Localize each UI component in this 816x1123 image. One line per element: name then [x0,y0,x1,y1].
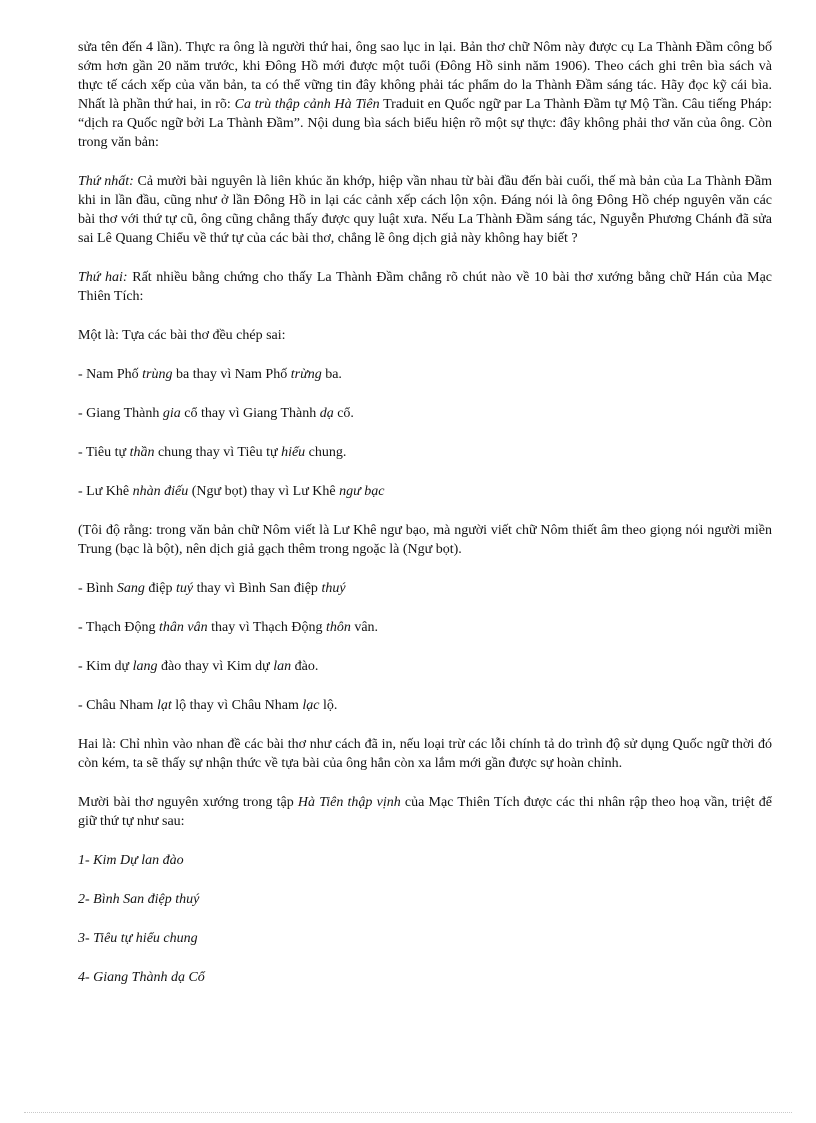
error-item [78,404,772,423]
paragraph-one: Một là: Tựa các bài thơ đều chép sai: [78,328,286,343]
error-text: - Châu Nham [78,698,157,713]
emphasis-word: thần [129,445,155,460]
error-text: lộ thay vì Châu Nham [171,698,303,713]
page-bottom-rule [24,1112,792,1113]
poem-item [78,890,772,909]
emphasis-word: gia [162,406,181,421]
paragraph-intro [78,38,772,152]
emphasis-word: lạt [156,698,172,713]
paragraph-second-point [78,268,772,306]
paragraph-two: Hai là: Chỉ nhìn vào nhan đề các bài thơ như cách đã in, nếu loại trừ các lỗi chính tả do trình độ sử dụng Quốc ngữ thời đó còn kém, ta sẽ thấy sự nhận thức về tựa bài của ông hẳn còn xa lắm mới gần được sự hoàn chỉnh. [78,737,772,771]
error-text: ba thay vì Nam Phố [172,367,291,382]
error-text: (Ngư bọt) thay vì Lư Khê [188,484,340,499]
emphasis-word: lan [273,659,292,674]
error-text: - Tiêu tự [78,445,130,460]
emphasis-word: lạc [302,698,320,713]
emphasis-word: thuý [321,581,346,596]
poem-title: 2- Bình San điệp thuý [78,892,200,907]
error-text: đào. [291,659,319,674]
emphasis-word: hiểu [281,445,306,460]
paragraph-text: sửa tên đến 4 lần). Thực ra ông là người thứ hai, ông sao lục in lại. Bản thơ chữ Nôm này được cụ La Thành Đầm công bố sớm hơn gần 20 năm trước, khi Đông Hồ mới được một tuổi (Đông Hồ sinh năm 1906). Theo cách ghi trên bìa sách và thực tế cách xếp của văn bản, ta có thể vững tin đây không phải tác phẩm do la Thành Đầm sáng tác. Hãy đọc kỹ cái bìa. Nhất là phần thứ hai, in rõ: [78,40,772,112]
paragraph-text: Traduit en Quốc ngữ par La Thành Đầm tự Mộ Tần. Câu tiếng Pháp: “dịch ra Quốc ngữ bởi La Thành Đầm”. Nội dung bìa sách biểu hiện rõ một sự thực: đây không phải thơ văn của ông. Còn trong văn bản: [78,97,772,150]
emphasis-word: thôn [325,620,351,635]
point-label: Thứ nhất: [78,174,134,189]
paragraph-text: của Mạc Thiên Tích được các thi nhân rập theo hoạ vần, triệt để giữ thứ tự như sau: [78,795,772,829]
error-item [78,579,772,598]
error-item [78,696,772,715]
body-text [78,38,772,1007]
error-item [78,443,772,462]
poem-item [78,929,772,948]
poem-title: 3- Tiêu tự hiểu chung [78,931,198,946]
paragraph-first-point [78,172,772,248]
error-text: - Kim dự [78,659,133,674]
point-label: Thứ hai: [78,270,128,285]
error-item [78,657,772,676]
poem-title: 4- Giang Thành dạ Cổ [78,970,205,985]
error-text: cổ thay vì Giang Thành [180,406,320,421]
emphasis-word: dạ [319,406,334,421]
translator-note: (Tôi độ rằng: trong văn bản chữ Nôm viết là Lư Khê ngư bạo, mà người viết chữ Nôm thiết âm theo giọng nói người miền Trung (bạc là bột), nên dịch giả gạch thêm trong ngoặc là (Ngư bọt). [78,523,772,557]
error-text: - Lư Khê [78,484,133,499]
emphasis-word: lang [132,659,158,674]
emphasis-word: thân vân [159,620,208,635]
error-text: cổ. [333,406,354,421]
poem-item [78,851,772,870]
error-text: thay vì Bình San điệp [193,581,322,596]
collection-title: Hà Tiên thập vịnh [297,795,401,810]
poem-title: 1- Kim Dự lan đào [78,853,184,868]
error-item [78,618,772,637]
book-title: Ca trù thập cảnh Hà Tiên [234,97,380,112]
error-text: ba. [321,367,342,382]
paragraph-text: Cả mười bài nguyên là liên khúc ăn khớp, hiệp vần nhau từ bài đầu đến bài cuối, thế mà bản của La Thành Đầm khi in lần đầu, cũng như ở lần Đông Hồ in lại các cảnh xếp cách lộn xộn. Đáng nói là ông Đông Hồ chép nguyên văn các bài thơ với thứ tự cũ, ông cũng chẳng thấy được quy luật xưa. Nếu La Thành Đầm sáng tác, Nguyễn Phương Chánh đã sửa sai Lê Quang Chiểu về thứ tự của các bài thơ, chẳng lẽ ông dịch giả này không hay biết ? [78,174,772,246]
poem-item [78,968,772,987]
emphasis-word: tuý [176,581,194,596]
poem-list [78,851,772,987]
error-text: - Thạch Động [78,620,159,635]
error-text: đào thay vì Kim dự [157,659,274,674]
title-error-list [78,365,772,501]
title-error-list-continued [78,579,772,715]
error-text: - Giang Thành [78,406,163,421]
paragraph-text: Mười bài thơ nguyên xướng trong tập [78,795,298,810]
error-text: thay vì Thạch Động [207,620,326,635]
emphasis-word: trừng [290,367,322,382]
error-text: - Bình [78,581,117,596]
emphasis-word: ngư bạc [339,484,385,499]
error-text: điệp [144,581,176,596]
paragraph-text: Rất nhiều bằng chứng cho thấy La Thành Đầm chẳng rõ chút nào về 10 bài thơ xướng bằng chữ Hán của Mạc Thiên Tích: [78,270,772,304]
paragraph-poem-intro [78,793,772,831]
error-text: vân. [350,620,379,635]
emphasis-word: Sang [116,581,145,596]
error-text: - Nam Phố [78,367,143,382]
error-item [78,482,772,501]
error-text: chung thay vì Tiêu tự [154,445,282,460]
emphasis-word: trùng [142,367,173,382]
error-text: lộ. [319,698,338,713]
error-item [78,365,772,384]
error-text: chung. [305,445,347,460]
emphasis-word: nhàn điếu [132,484,189,499]
